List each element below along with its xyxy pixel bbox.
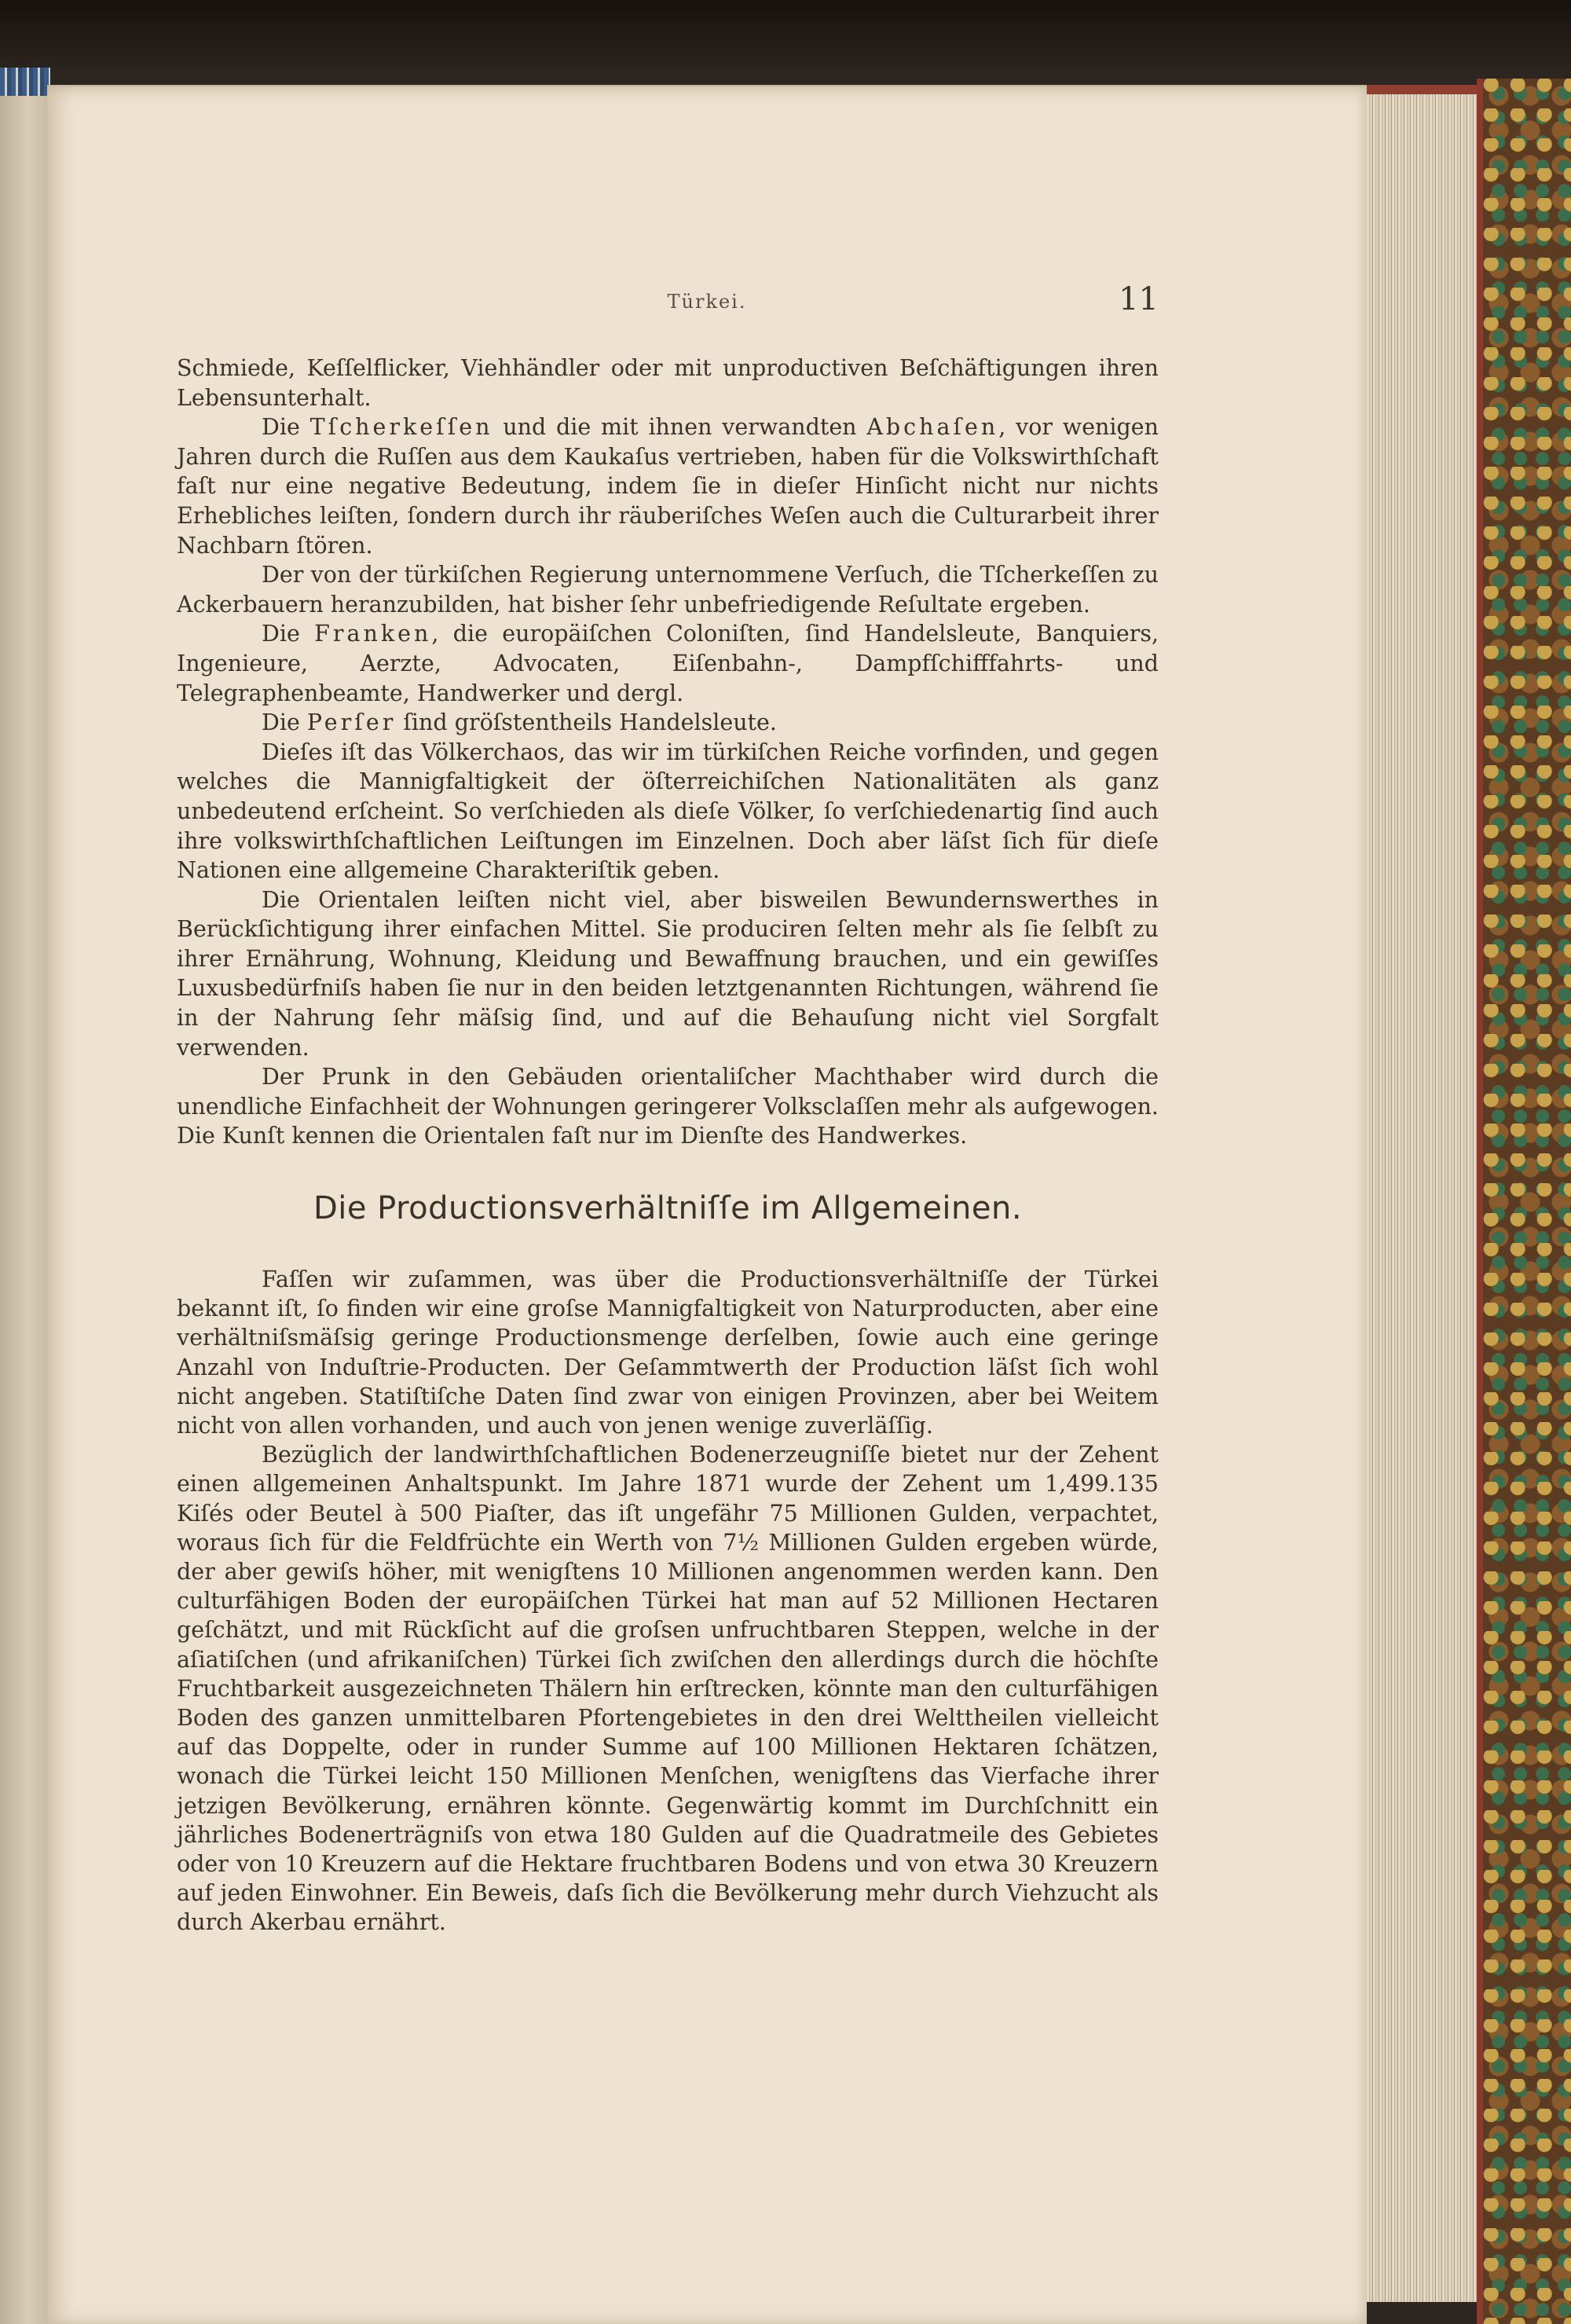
text-run: Schmiede, Keſſelflicker, Viehhändler oder mit unproductiven Beſchäftigungen ihren Lebensunterhalt. xyxy=(177,355,1159,411)
paragraph xyxy=(177,1265,1159,1440)
text-run: Dieſes iſt das Völkerchaos, das wir im türkiſchen Reiche vorfinden, und gegen welches die Mannigfaltigkeit der öſterreichiſchen Nationalitäten als ganz unbedeutend erſcheint. So verſchieden als dieſe Völker, ſo verſchiedenartig ſind auch ihre volkswirthſchaftlichen Leiſtungen im Einzelnen. Doch aber läſst ſich für dieſe Nationen eine allgemeine Charakteriſtik geben. xyxy=(177,739,1159,884)
page-stack xyxy=(1367,94,1485,2302)
section-text xyxy=(177,1265,1159,1937)
text-run: Der von der türkiſchen Regierung unternommene Verſuch, die Tſcherkeſſen zu Ackerbauern heranzubilden, hat bisher ſehr unbefriedigende Reſultate ergeben. xyxy=(177,562,1159,618)
bookmark-ribbon xyxy=(0,68,50,96)
text-run: Die Orientalen leiſten nicht viel, aber bisweilen Bewundernswerthes in Berückſichtigung ihrer einfachen Mittel. Sie produciren ſelten mehr als ſie ſelbſt zu ihrer Ernährung, Wohnung, Kleidung und Bewaffnung brauchen, und ein gewiſſes Luxusbedürfniſs haben ſie nur in den beiden letztgenannten Richtungen, während ſie in der Nahrung ſehr mäſsig ſind, und auf die Behauſung nicht viel Sorgfalt verwenden. xyxy=(177,886,1159,1061)
text-run: ſind gröſstentheils Handelsleute. xyxy=(396,709,777,736)
text-run: Bezüglich der landwirthſchaftlichen Bodenerzeugniſſe bietet nur der Zehent einen allgemeinen Anhaltspunkt. Im Jahre 1871 wurde der Zehent um 1,499.135 Kiſés oder Beutel à 500 Piaſter, das iſt ungefähr 75 Millionen Gulden, verpachtet, woraus ſich für die Feldfrüchte ein Werth von 7½ Millionen Gulden ergeben würde, der aber gewiſs höher, mit wenigſtens 10 Millionen angenommen werden kann. Den culturfähigen Boden der europäiſchen Türkei hat man auf 52 Millionen Hectaren geſchätzt, und mit Rückſicht auf die groſsen unfruchtbaren Steppen, welche in der aſiatiſchen (und afrikaniſchen) Türkei ſich zwiſchen den allerdings durch die höchſte Fruchtbarkeit ausgezeichneten Thälern hin erſtrecken, könnte man den culturfähigen Boden des ganzen unmittelbaren Pfortengebietes in den drei Welttheilen vielleicht auf das Doppelte, oder in runder Summe auf 100 Millionen Hektaren ſchätzen, wonach die Türkei leicht 150 Millionen Menſchen, wenigſtens das Vierfache ihrer jetzigen Bevölkerung, ernähren könnte. Gegenwärtig kommt im Durchſchnitt ein jährliches Bodenerträgniſs von etwa 180 Gulden auf die Quadratmeile des Gebietes oder von 10 Kreuzern auf die Hektare fruchtbaren Bodens und von etwa 30 Kreuzern auf jeden Einwohner. Ein Beweis, daſs ſich die Bevölkerung mehr durch Viehzucht als durch Akerbau ernährt. xyxy=(177,1442,1159,1936)
text-run: , vor wenigen Jahren durch die Ruſſen aus dem Kaukaſus vertrieben, haben für die Volkswirthſchaft faſt nur eine negative Bedeutung, indem ſie in dieſer Hinſicht nicht nur nichts Erhebliches leiſten, ſondern durch ihr räuberiſches Weſen auch die Culturarbeit ihrer Nachbarn ſtören. xyxy=(177,414,1159,559)
text-run: Die xyxy=(262,414,310,441)
left-page-edge xyxy=(0,71,49,2324)
paragraph xyxy=(177,412,1159,560)
paragraph xyxy=(177,738,1159,885)
running-head: Türkei. xyxy=(667,291,747,313)
text-run: Faſſen wir zuſammen, was über die Productionsverhältniſſe der Türkei bekannt iſt, ſo finden wir eine groſse Mannigfaltigkeit von Naturproducten, aber eine verhältniſsmäſsig geringe Productionsmenge derſelben, ſowie auch eine geringe Anzahl von Induſtrie-Producten. Der Geſammtwerth der Production läſst ſich wohl nicht angeben. Statiſtiſche Daten ſind zwar von einigen Provinzen, aber bei Weitem nicht von allen vorhanden, und auch von jenen wenige zuverläſſig. xyxy=(177,1266,1159,1439)
spaced-name: Tſcherkeſſen xyxy=(309,414,493,441)
paragraph xyxy=(177,560,1159,619)
text-run: Die xyxy=(262,621,315,647)
text-run: Der Prunk in den Gebäuden orientaliſcher Machthaber wird durch die unendliche Einfachheit der Wohnungen geringerer Volksclaſſen mehr als aufgewogen. Die Kunſt kennen die Orientalen faſt nur im Dienſte des Handwerkes. xyxy=(177,1064,1159,1149)
section-heading: Die Productionsverhältniſſe im Allgemeinen. xyxy=(313,1190,1023,1226)
spaced-name: Abchaſen xyxy=(866,414,999,441)
paragraph xyxy=(177,885,1159,1063)
background-top xyxy=(0,0,1571,72)
paragraph xyxy=(177,619,1159,708)
paragraph xyxy=(177,708,1159,738)
text-run: und die mit ihnen verwandten xyxy=(493,414,867,441)
spaced-name: Perſer xyxy=(306,709,397,736)
text-run: , die europäiſchen Coloniſten, ſind Handelsleute, Banquiers, Ingenieure, Aerzte, Advocaten, Eiſenbahn-, Dampfſchifffahrts- und Telegraphenbeamte, Handwerker und dergl. xyxy=(177,621,1159,706)
marbled-cover xyxy=(1483,79,1571,2324)
section-text xyxy=(177,354,1159,1151)
spaced-name: Franken xyxy=(314,621,432,647)
paragraph xyxy=(177,1440,1159,1937)
paragraph xyxy=(177,354,1159,412)
page-number: 11 xyxy=(1119,281,1159,317)
paragraph xyxy=(177,1062,1159,1151)
text-run: Die xyxy=(262,709,307,736)
